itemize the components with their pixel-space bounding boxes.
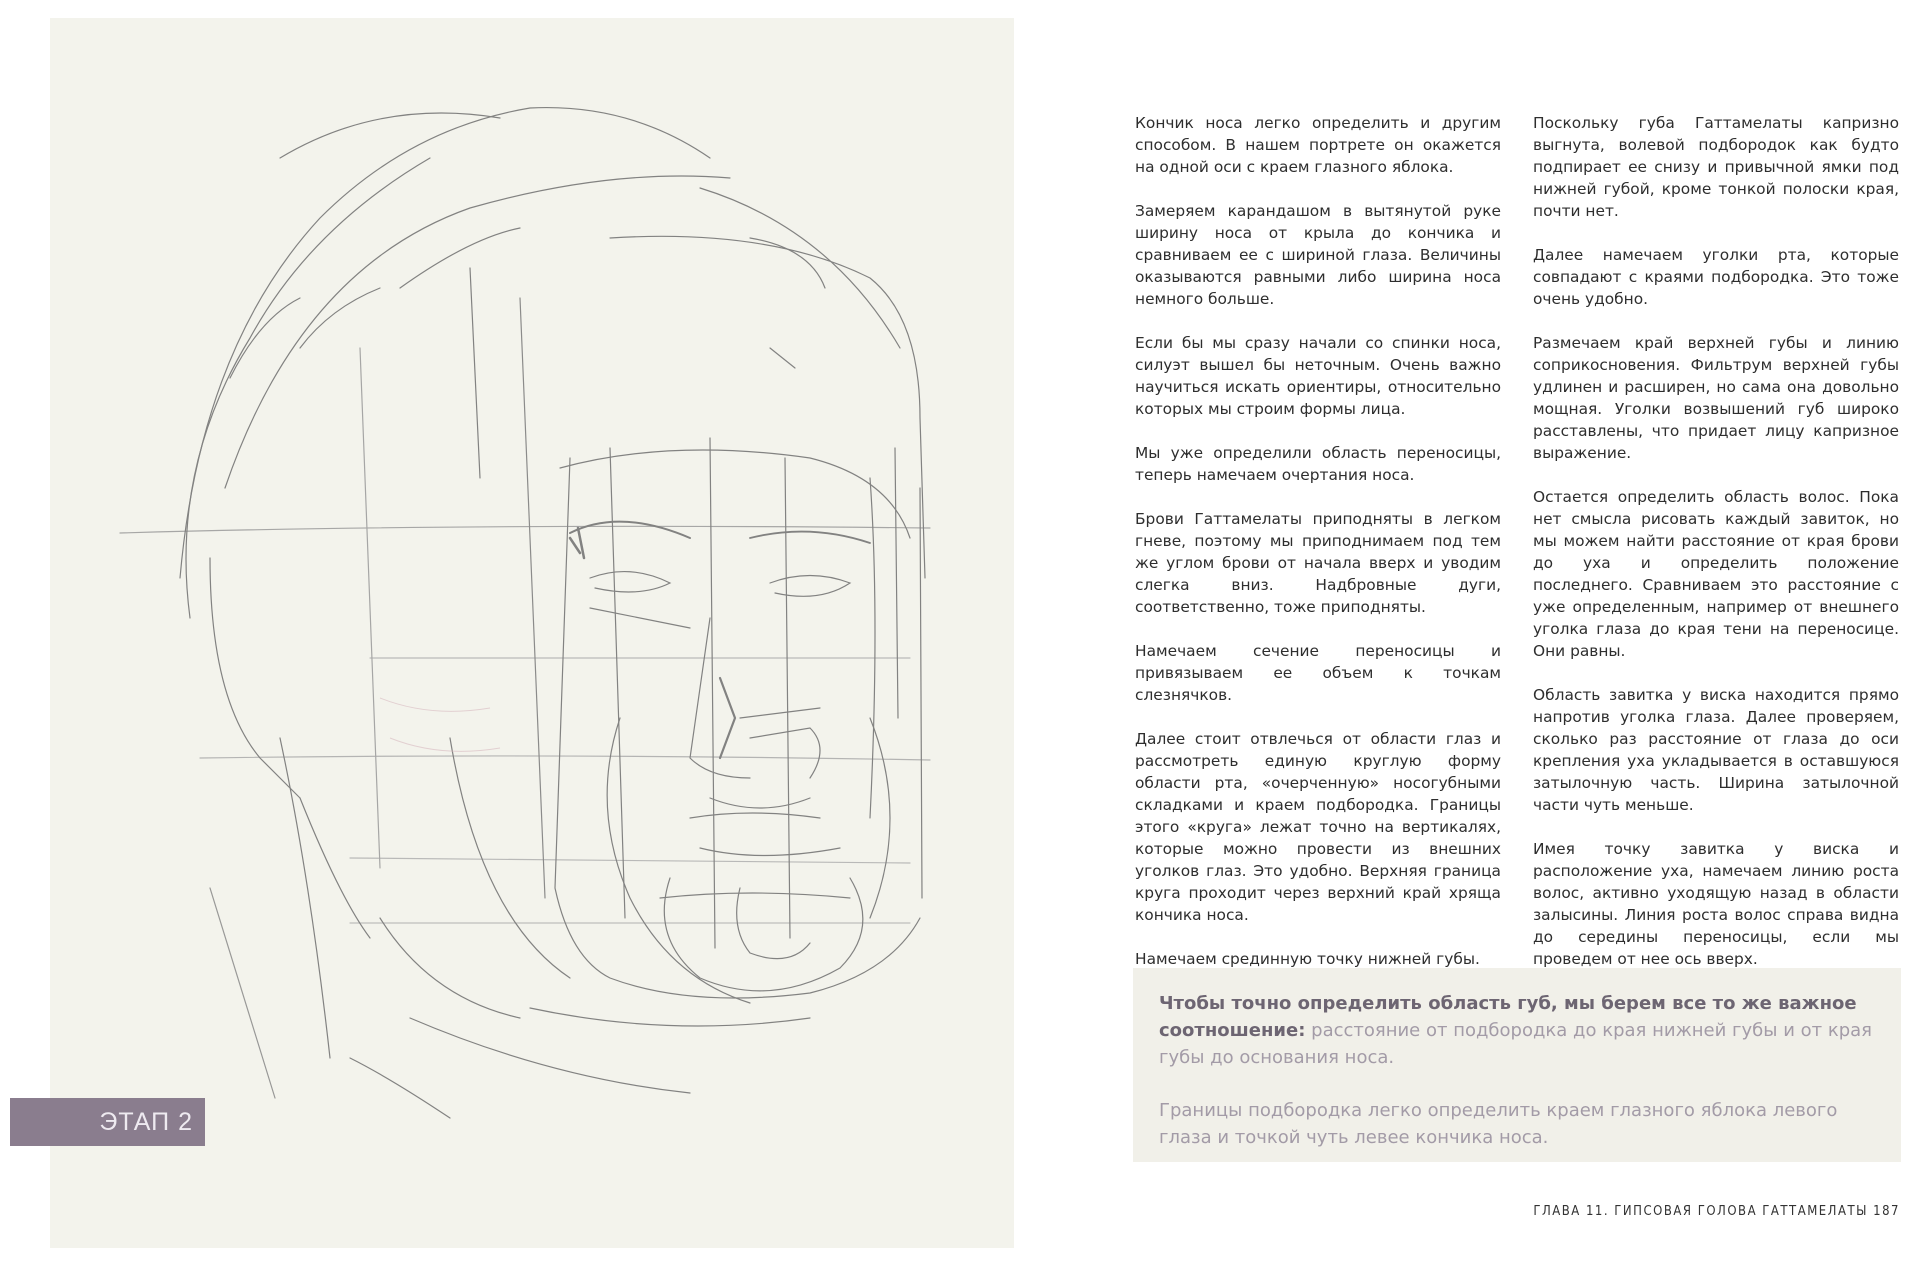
chapter-title: ГЛАВА 11. ГИПСОВАЯ ГОЛОВА ГАТТАМЕЛАТЫ xyxy=(1533,1204,1868,1219)
paragraph: Далее намечаем уголки рта, которые совпадают с краями подбородка. Это тоже очень удобно. xyxy=(1533,246,1899,308)
page-number: 187 xyxy=(1873,1204,1900,1219)
stage-label: ЭТАП 2 xyxy=(10,1098,205,1146)
paragraph: Замеряем карандашом в вытянутой руке ширину носа от крыла до кончика и сравниваем ее с шириной глаза. Величины оказываются равными либо ширина носа немного больше. xyxy=(1135,202,1501,308)
paragraph: Размечаем край верхней губы и линию соприкосновения. Фильтрум верхней губы удлинен и расширен, но сама она довольно мощная. Уголки возвышений губ широко расставлены, что придает лицу капризное выражение. xyxy=(1533,334,1899,462)
paragraph: Намечаем срединную точку нижней губы. xyxy=(1135,950,1480,968)
paragraph: Область завитка у виска находится прямо напротив уголка глаза. Далее проверяем, сколько раз расстояние от глаза до оси крепления уха укладывается в оставшуюся затылочную часть. Ширина затылочной части чуть меньше. xyxy=(1533,686,1899,814)
paragraph: Кончик носа легко определить и другим способом. В нашем портрете он окажется на одной оси с краем глазного яблока. xyxy=(1135,114,1501,176)
head-sketch-drawing xyxy=(50,18,1014,1248)
paragraph: Поскольку губа Гаттамелаты капризно выгнута, волевой подбородок как будто подпирает ее снизу и привычной ямки под нижней губой, кроме тонкой полоски края, почти нет. xyxy=(1533,114,1899,220)
paragraph: Имея точку завитка у виска и расположение уха, намечаем линию роста волос, активно уходящую назад в области залысины. Линия роста волос справа видна до середины переносицы, если мы проведем от нее ось вверх. xyxy=(1533,840,1899,968)
callout-paragraph xyxy=(1159,990,1875,1071)
paragraph: Если бы мы сразу начали со спинки носа, силуэт вышел бы неточным. Очень важно научиться искать ориентиры, относительно которых мы строим формы лица. xyxy=(1135,334,1501,418)
running-footer xyxy=(1533,1204,1900,1219)
paragraph: Далее стоит отвлечься от области глаз и рассмотреть единую круглую форму области рта, «очерченную» носогубными складками и краем подбородка. Границы этого «круга» лежат точно на вертикалях, которые можно провести из внешних уголков глаз. Это удобно. Верхняя граница круга проходит через верхний край хряща кончика носа. xyxy=(1135,730,1501,924)
paragraph: Остается определить область волос. Пока нет смысла рисовать каждый завиток, но мы можем найти расстояние от края брови до уха и определить положение последнего. Сравниваем это расстояние с уже определенным, например от внешнего уголка глаза до края тени на переносице. Они равны. xyxy=(1533,488,1899,660)
sketch-illustration xyxy=(50,18,1014,1248)
callout-text: расстояние от подбородка до края нижней губы и от края губы до основания носа. xyxy=(1159,1020,1872,1068)
paragraph: Намечаем сечение переносицы и привязываем ее объем к точкам слезнячков. xyxy=(1135,642,1501,704)
body-text-left-column xyxy=(1135,112,1501,992)
callout-emphasis: Чтобы точно определить область губ, мы берем все то же важное соотношение: xyxy=(1159,993,1857,1041)
paragraph: Брови Гаттамелаты приподняты в легком гневе, поэтому мы приподнимаем под тем же углом брови от начала вверх и уводим слегка вниз. Надбровные дуги, соответственно, тоже приподняты. xyxy=(1135,510,1501,616)
callout-paragraph: Границы подбородка легко определить краем глазного яблока левого глаза и точкой чуть левее кончика носа. xyxy=(1159,1100,1838,1148)
body-text-right-column xyxy=(1533,112,1899,992)
paragraph: Мы уже определили область переносицы, теперь намечаем очертания носа. xyxy=(1135,444,1501,484)
callout-box xyxy=(1133,968,1901,1162)
